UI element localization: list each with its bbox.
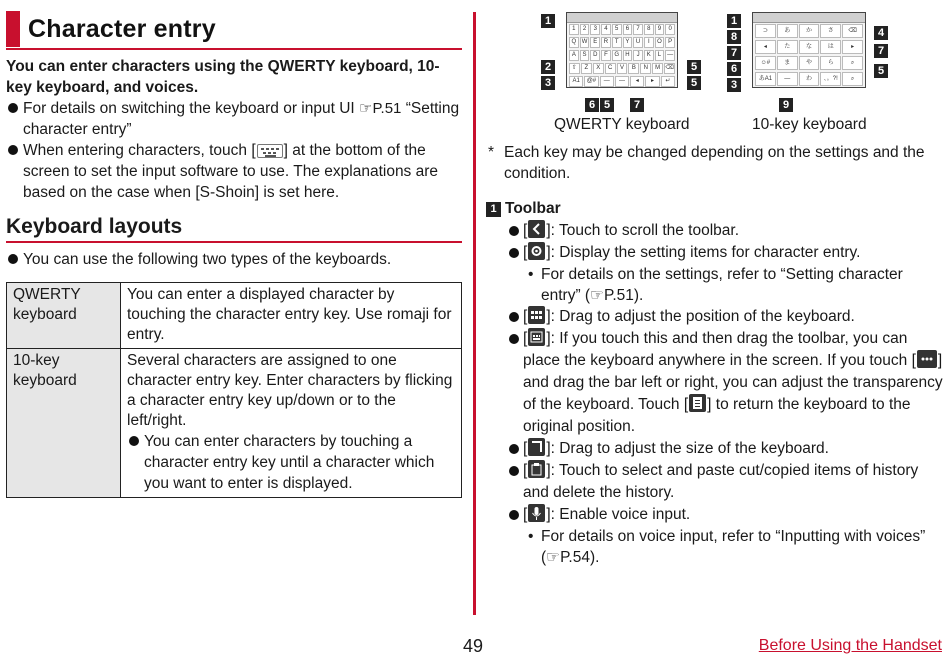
keyboard-key: ▸ <box>645 76 659 87</box>
keyboard-key: 2 <box>580 24 590 35</box>
tenkey-caption: 10-key keyboard <box>752 116 867 133</box>
keyboard-float-icon <box>528 328 545 346</box>
bullet-dot <box>8 145 18 155</box>
bullet-dot <box>509 444 519 454</box>
mic-icon <box>528 504 545 522</box>
column-divider <box>473 12 476 615</box>
bullet-dot <box>509 334 519 344</box>
keyboard-key: た <box>777 40 798 54</box>
item-position: [ ]: Drag to adjust the position of the keyboard. <box>486 306 944 328</box>
keyboard-key: は <box>820 40 841 54</box>
keyboard-key: C <box>605 63 616 74</box>
row-description: You can enter a displayed character by touching the character entry key. Use romaji for entry. <box>121 283 462 349</box>
keyboard-key: ☺# <box>755 56 776 70</box>
keyboard-key: J <box>633 50 643 61</box>
keyboard-key: K <box>644 50 654 61</box>
keyboard-key: X <box>593 63 604 74</box>
section-title <box>6 10 462 50</box>
keyboard-key: あA1 <box>755 72 776 86</box>
keyboard-key: か <box>799 24 820 38</box>
callout-badge: 5 <box>687 76 701 90</box>
keyboard-key: Y <box>623 37 633 48</box>
bullet-dot <box>8 254 18 264</box>
keyboard-key: L <box>655 50 665 61</box>
table-row <box>7 349 462 498</box>
callout-badge: 2 <box>541 60 555 74</box>
keyboard-figures <box>486 10 944 138</box>
keyboard-key: 8 <box>644 24 654 35</box>
keyboard-key: ⌫ <box>664 63 675 74</box>
figure-toolbar <box>567 13 677 23</box>
settings-sub-note: • For details on the settings, refer to “Setting character entry” (☞P.51). <box>528 266 903 304</box>
keyboard-key: ⇧ <box>569 63 580 74</box>
keyboard-key: U <box>633 37 643 48</box>
keyboard-key: な <box>799 40 820 54</box>
keyboard-key: Q <box>569 37 579 48</box>
bullet-two-types: You can use the following two types of the keyboards. <box>6 249 462 270</box>
row-header: 10-key keyboard <box>7 349 121 498</box>
keyboard-key: 9 <box>655 24 665 35</box>
keyboard-key: ◂ <box>630 76 644 87</box>
keyboard-row <box>567 23 677 36</box>
keyboard-key: M <box>652 63 663 74</box>
keyboard-key: ら <box>820 56 841 70</box>
bullet-dot <box>509 226 519 236</box>
item-float: [ ]: If you touch this and then drag the toolbar, you can place the keyboard anywhere in the screen. If you touch [ ] and drag the bar left or right, you can adjust the transparency of the keyboard. Touch [ ] to return the keyboard to the original position. <box>486 328 944 438</box>
keyboard-key: 0 <box>665 24 675 35</box>
keyboard-key: ▸ <box>842 40 863 54</box>
keyboard-row <box>567 49 677 62</box>
keyboard-key: H <box>623 50 633 61</box>
left-column <box>6 10 462 498</box>
toolbar-number-badge: 1 <box>486 202 501 217</box>
item-settings: [ ]: Display the setting items for character entry. <box>486 242 944 264</box>
row-header: QWERTY keyboard <box>7 283 121 349</box>
bullet-switching: For details on switching the keyboard or input UI ☞P.51 “Setting character entry” <box>6 98 462 140</box>
keyboard-key: P <box>665 37 675 48</box>
callout-badge: 3 <box>727 78 741 92</box>
callout-badge: 9 <box>779 98 793 112</box>
callout-badge: 1 <box>727 14 741 28</box>
keyboard-key: Z <box>581 63 592 74</box>
keyboard-key: 5 <box>612 24 622 35</box>
section-footer-link[interactable]: Before Using the Handset <box>758 637 942 654</box>
keyboard-key: A1 <box>569 76 583 87</box>
keyboard-key: や <box>799 56 820 70</box>
keyboard-key: ⊃ <box>755 24 776 38</box>
callout-badge: 4 <box>874 26 888 40</box>
page-ref-link[interactable]: ☞P.54 <box>546 549 590 566</box>
toolbar-heading: 1 Toolbar <box>486 198 944 220</box>
keyboard-key: O <box>655 37 665 48</box>
page-ref-link[interactable]: ☞P.51 <box>359 100 402 117</box>
keyboard-key: N <box>640 63 651 74</box>
keyboard-key: V <box>617 63 628 74</box>
keyboard-row <box>753 23 865 39</box>
table-sub-bullet: You can enter characters by touching a character entry key until a character which you want to enter is displayed. <box>127 431 455 494</box>
callout-badge: 5 <box>600 98 614 112</box>
keyboard-key: E <box>590 37 600 48</box>
keyboard-key: わ <box>799 72 820 86</box>
keyboard-icon <box>257 144 283 158</box>
item-clipboard: [ ]: Touch to select and paste cut/copied items of history and delete the history. <box>486 460 944 504</box>
keyboard-types-table <box>6 282 462 498</box>
keyboard-row <box>753 39 865 55</box>
bullet-dot <box>129 436 139 446</box>
keyboard-key: F <box>601 50 611 61</box>
tenkey-keyboard-figure <box>752 12 866 88</box>
bullet-dot <box>8 103 18 113</box>
keyboard-row <box>753 71 865 87</box>
figure-toolbar <box>753 13 865 23</box>
callout-badge: 7 <box>874 44 888 58</box>
keyboard-key: D <box>590 50 600 61</box>
keyboard-key: T <box>612 37 622 48</box>
bullet-dot <box>509 466 519 476</box>
bullet-input-software: When entering characters, touch [ ] at the bottom of the screen to set the input software to use. The explanations are based on the case when [S-Shoin] is set here. <box>6 140 462 203</box>
grid-icon <box>528 306 545 324</box>
page-title: Character entry <box>28 14 216 43</box>
keyboard-key: I <box>644 37 654 48</box>
keyboard-key: — <box>777 72 798 86</box>
keyboard-row <box>567 36 677 49</box>
callout-badge: 1 <box>541 14 555 28</box>
item-resize: [ ]: Drag to adjust the size of the keyboard. <box>486 438 944 460</box>
keyboard-key: 、。?! <box>820 72 841 86</box>
lead-text: You can enter characters using the QWERTY keyboard, 10-key keyboard, and voices. <box>6 58 440 96</box>
qwerty-keyboard-figure <box>566 12 678 88</box>
keyboard-key: ◂ <box>755 40 776 54</box>
callout-badge: 6 <box>585 98 599 112</box>
right-column <box>486 10 944 568</box>
keyboard-key: 6 <box>623 24 633 35</box>
callout-badge: 7 <box>630 98 644 112</box>
keyboard-key: — <box>665 50 675 61</box>
keyboard-key: A <box>569 50 579 61</box>
item-scroll: [ ]: Touch to scroll the toolbar. <box>486 220 944 242</box>
keyboard-key: 4 <box>601 24 611 35</box>
table-row <box>7 283 462 349</box>
gear-icon <box>528 242 545 260</box>
keyboard-key: — <box>615 76 629 87</box>
keyboard-key: さ <box>820 24 841 38</box>
callout-badge: 8 <box>727 30 741 44</box>
page-ref-link[interactable]: ☞P.51 <box>590 287 634 304</box>
keyboard-key: G <box>612 50 622 61</box>
note-text: * Each key may be changed depending on the settings and the condition. <box>488 144 925 182</box>
page-number: 49 <box>463 636 484 656</box>
callout-badge: 3 <box>541 76 555 90</box>
resize-icon <box>528 438 545 456</box>
keyboard-key: W <box>580 37 590 48</box>
row-description: Several characters are assigned to one character entry key. Enter characters by flicking a character entry key up/down or to the left/right. You can enter characters by touching a character entry key until a character which you want to enter is displayed. <box>121 349 462 498</box>
keyboard-row <box>567 62 677 75</box>
keyboard-key: R <box>601 37 611 48</box>
bullet-dot <box>509 248 519 258</box>
keyboard-row <box>753 55 865 71</box>
keyboard-key: — <box>600 76 614 87</box>
keyboard-key: B <box>628 63 639 74</box>
keyboard-key: ⌕ <box>842 56 863 70</box>
item-voice: [ ]: Enable voice input. <box>486 504 944 526</box>
keyboard-row <box>567 75 677 88</box>
keyboard-key: あ <box>777 24 798 38</box>
voice-sub-note: • For details on voice input, refer to “Inputting with voices” (☞P.54). <box>528 528 926 566</box>
keyboard-key: ま <box>777 56 798 70</box>
dots-icon <box>917 350 937 368</box>
callout-badge: 7 <box>727 46 741 60</box>
keyboard-key: ⌫ <box>842 24 863 38</box>
bullet-dot <box>509 510 519 520</box>
title-accent-bar <box>6 11 20 47</box>
keyboard-key: 3 <box>590 24 600 35</box>
callout-badge: 5 <box>687 60 701 74</box>
keyboard-key: @# <box>584 76 598 87</box>
clipboard-icon <box>528 460 545 478</box>
keyboard-key: 7 <box>633 24 643 35</box>
bullet-dot <box>509 312 519 322</box>
callout-badge: 6 <box>727 62 741 76</box>
qwerty-caption: QWERTY keyboard <box>554 116 690 133</box>
chevron-left-icon <box>528 220 545 238</box>
doc-icon <box>689 394 706 412</box>
keyboard-layouts-heading: Keyboard layouts <box>6 215 462 243</box>
callout-badge: 5 <box>874 64 888 78</box>
keyboard-key: ↵ <box>661 76 675 87</box>
keyboard-key: ⌕ <box>842 72 863 86</box>
keyboard-key: 1 <box>569 24 579 35</box>
keyboard-key: S <box>580 50 590 61</box>
